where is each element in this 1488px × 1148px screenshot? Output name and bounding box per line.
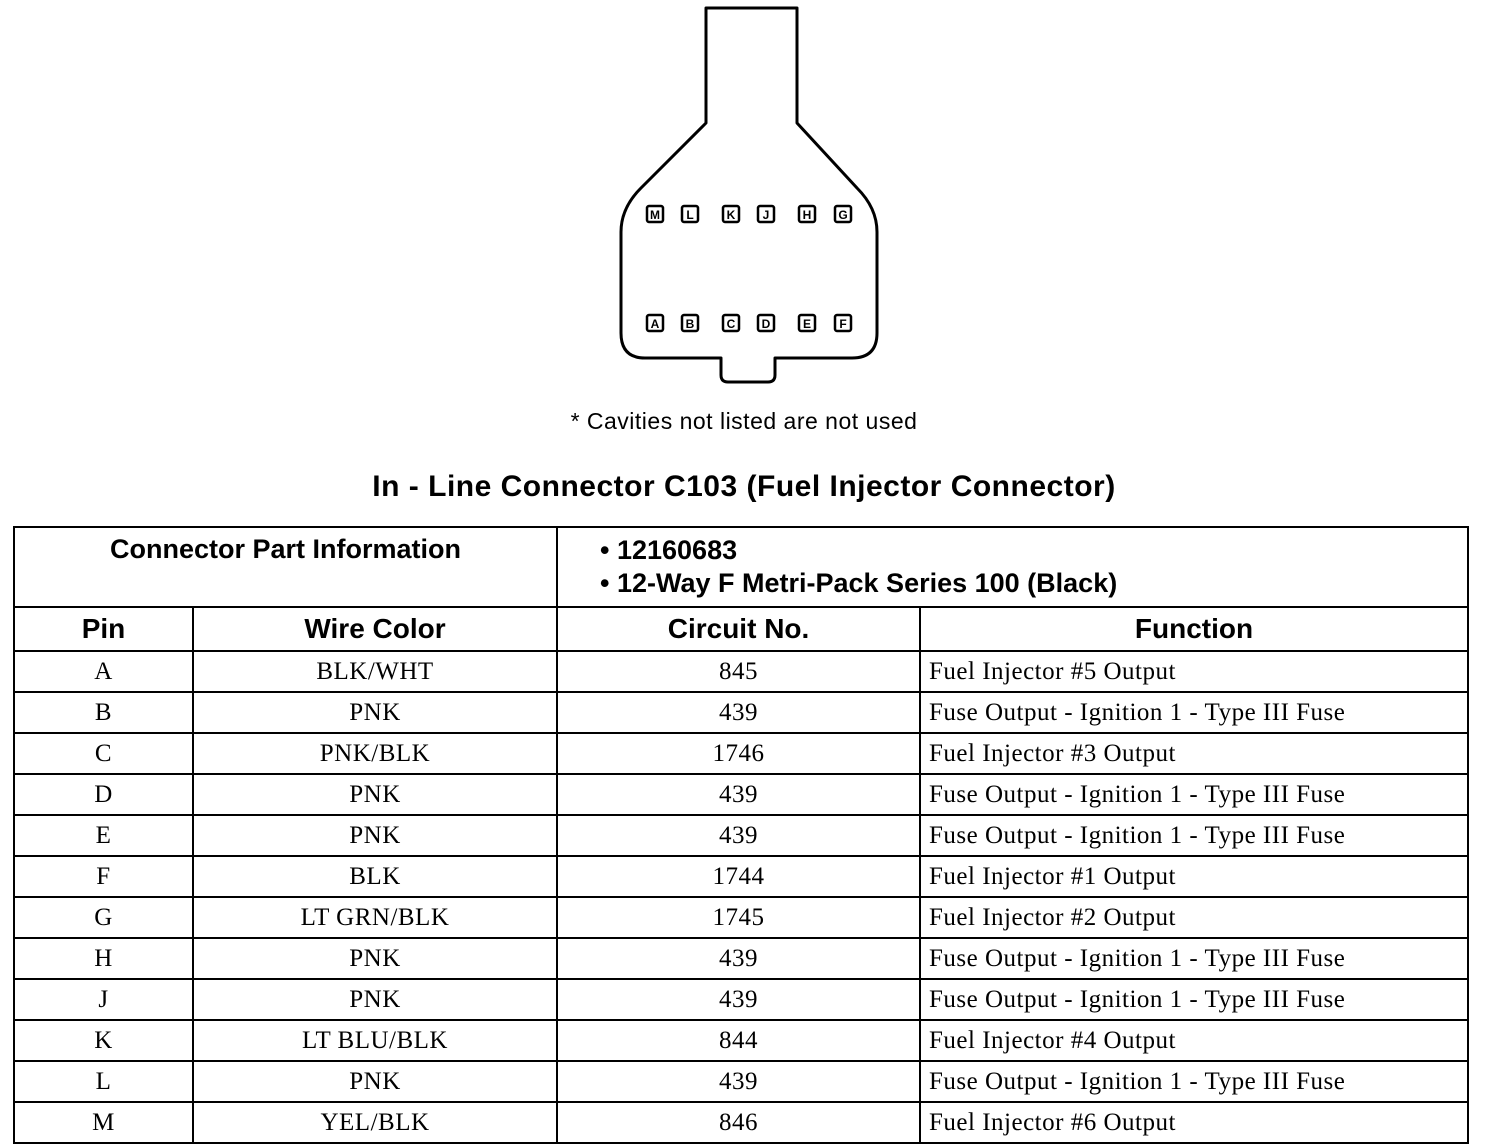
bottom-cavity-row [647, 315, 851, 331]
cell-wire-color: PNK [193, 692, 557, 733]
cell-wire-color: PNK [193, 938, 557, 979]
table-row [14, 897, 1468, 938]
cavity-label: G [838, 208, 848, 222]
cell-function: Fuel Injector #6 Output [920, 1102, 1468, 1143]
page-title: In - Line Connector C103 (Fuel Injector Connector) [372, 470, 1116, 503]
cavity-label: M [650, 208, 660, 222]
cavity-label: F [839, 317, 847, 331]
table-row [14, 733, 1468, 774]
cell-pin: C [14, 733, 193, 774]
cavity-label: D [761, 317, 771, 331]
cavity-j [758, 206, 774, 222]
cell-function: Fuel Injector #3 Output [920, 733, 1468, 774]
part-number: • 12160683 [600, 535, 738, 565]
cell-pin: F [14, 856, 193, 897]
cell-circuit-no: 1745 [557, 897, 920, 938]
cavity-e [799, 315, 815, 331]
table-row [14, 692, 1468, 733]
cell-wire-color: YEL/BLK [193, 1102, 557, 1143]
part-description: • 12-Way F Metri-Pack Series 100 (Black) [600, 568, 1118, 598]
cavity-label: L [686, 208, 694, 222]
cell-function: Fuel Injector #1 Output [920, 856, 1468, 897]
cell-function: Fuse Output - Ignition 1 - Type III Fuse [920, 692, 1468, 733]
cell-wire-color: LT BLU/BLK [193, 1020, 557, 1061]
cell-function: Fuse Output - Ignition 1 - Type III Fuse [920, 979, 1468, 1020]
cell-pin: D [14, 774, 193, 815]
cell-wire-color: PNK/BLK [193, 733, 557, 774]
cell-wire-color: PNK [193, 979, 557, 1020]
cell-pin: L [14, 1061, 193, 1102]
cell-wire-color: BLK [193, 856, 557, 897]
cell-circuit-no: 439 [557, 1061, 920, 1102]
header-wire-color: Wire Color [193, 607, 557, 651]
cavity-label: H [802, 208, 812, 222]
cavity-l [682, 206, 698, 222]
cavity-f [835, 315, 851, 331]
header-function: Function [920, 607, 1468, 651]
cell-circuit-no: 1744 [557, 856, 920, 897]
cell-circuit-no: 439 [557, 979, 920, 1020]
cell-pin: A [14, 651, 193, 692]
part-info-label: Connector Part Information [14, 527, 557, 607]
cell-circuit-no: 845 [557, 651, 920, 692]
cell-function: Fuse Output - Ignition 1 - Type III Fuse [920, 1061, 1468, 1102]
part-info-row [14, 527, 1468, 607]
cell-function: Fuel Injector #5 Output [920, 651, 1468, 692]
table-row [14, 938, 1468, 979]
cell-pin: E [14, 815, 193, 856]
cavity-label: K [726, 208, 736, 222]
cell-wire-color: PNK [193, 1061, 557, 1102]
cavity-d [758, 315, 774, 331]
cavity-label: C [726, 317, 736, 331]
cell-circuit-no: 844 [557, 1020, 920, 1061]
cavity-h [799, 206, 815, 222]
cell-pin: J [14, 979, 193, 1020]
cell-function: Fuse Output - Ignition 1 - Type III Fuse [920, 938, 1468, 979]
table-row [14, 856, 1468, 897]
table-row [14, 1102, 1468, 1143]
cell-circuit-no: 439 [557, 815, 920, 856]
cavity-note: * Cavities not listed are not used [570, 408, 918, 434]
cell-circuit-no: 439 [557, 938, 920, 979]
table-row [14, 651, 1468, 692]
cell-pin: G [14, 897, 193, 938]
cell-circuit-no: 1746 [557, 733, 920, 774]
cell-wire-color: PNK [193, 815, 557, 856]
cell-wire-color: LT GRN/BLK [193, 897, 557, 938]
cell-pin: K [14, 1020, 193, 1061]
part-info-values [557, 527, 1468, 607]
cell-pin: M [14, 1102, 193, 1143]
cavity-label: A [650, 317, 660, 331]
connector-face-drawing [0, 0, 1488, 440]
cavity-a [647, 315, 663, 331]
cell-function: Fuel Injector #4 Output [920, 1020, 1468, 1061]
table-row [14, 1061, 1468, 1102]
header-circuit-no: Circuit No. [557, 607, 920, 651]
cell-wire-color: BLK/WHT [193, 651, 557, 692]
cavity-c [723, 315, 739, 331]
cell-function: Fuel Injector #2 Output [920, 897, 1468, 938]
cavity-label: B [685, 317, 695, 331]
top-cavity-row [647, 206, 851, 222]
cavity-m [647, 206, 663, 222]
cavity-g [835, 206, 851, 222]
cell-function: Fuse Output - Ignition 1 - Type III Fuse [920, 815, 1468, 856]
header-pin: Pin [14, 607, 193, 651]
cell-pin: H [14, 938, 193, 979]
table-row [14, 1020, 1468, 1061]
table-row [14, 774, 1468, 815]
cell-pin: B [14, 692, 193, 733]
cavity-label: J [762, 208, 770, 222]
column-header-row [14, 607, 1468, 651]
cavity-b [682, 315, 698, 331]
table-row [14, 815, 1468, 856]
table-row [14, 979, 1468, 1020]
cavity-label: E [802, 317, 812, 331]
pinout-table [13, 526, 1469, 1144]
cell-circuit-no: 439 [557, 692, 920, 733]
cavity-k [723, 206, 739, 222]
cell-circuit-no: 439 [557, 774, 920, 815]
cell-wire-color: PNK [193, 774, 557, 815]
cell-function: Fuse Output - Ignition 1 - Type III Fuse [920, 774, 1468, 815]
cell-circuit-no: 846 [557, 1102, 920, 1143]
